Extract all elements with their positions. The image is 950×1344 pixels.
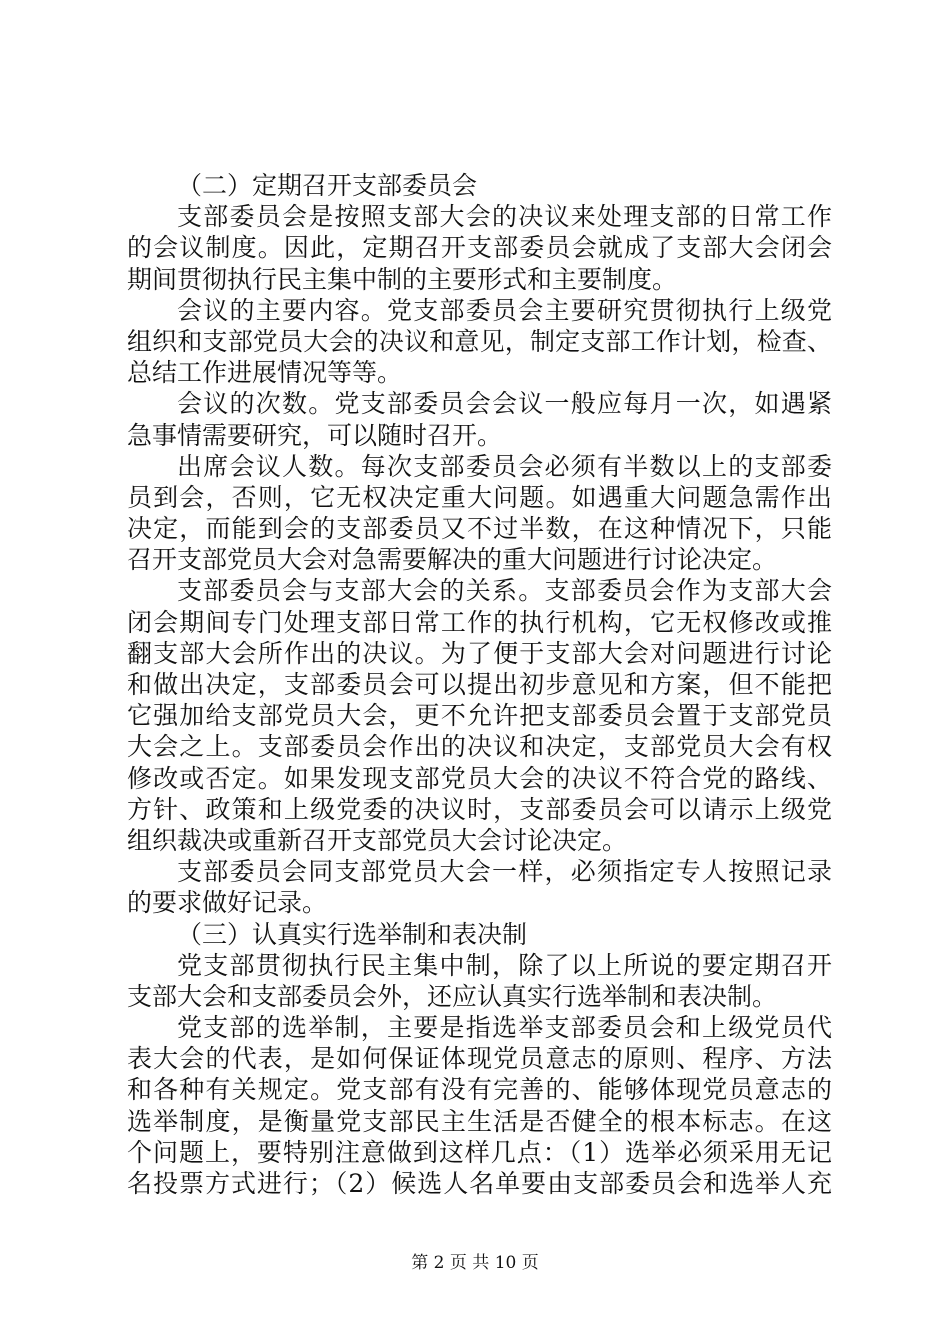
text-line: 方针、政策和上级党委的决议时，支部委员会可以请示上级党 xyxy=(127,794,832,824)
text-line: 党支部贯彻执行民主集中制，除了以上所说的要定期召开 xyxy=(177,950,832,980)
text-line: 组织和支部党员大会的决议和意见，制定支部工作计划，检查、 xyxy=(127,326,832,356)
text-line: 表大会的代表，是如何保证体现党员意志的原则、程序、方法 xyxy=(127,1044,832,1074)
text-line: 翻支部大会所作出的决议。为了便于支部大会对问题进行讨论 xyxy=(127,638,832,668)
text-line: 会议的主要内容。党支部委员会主要研究贯彻执行上级党 xyxy=(177,295,832,325)
text-line: 修改或否定。如果发现支部党员大会的决议不符合党的路线、 xyxy=(127,763,832,793)
text-line: 的要求做好记录。 xyxy=(127,888,328,918)
text-line: 支部委员会是按照支部大会的决议来处理支部的日常工作 xyxy=(177,202,832,232)
text-line: 组织裁决或重新召开支部党员大会讨论决定。 xyxy=(127,825,628,855)
text-line: 会议的次数。党支部委员会会议一般应每月一次，如遇紧 xyxy=(177,389,832,419)
text-line: 党支部的选举制，主要是指选举支部委员会和上级党员代 xyxy=(177,1013,832,1043)
text-line: 和做出决定，支部委员会可以提出初步意见和方案，但不能把 xyxy=(127,670,832,699)
text-line: 闭会期间专门处理支部日常工作的执行机构，它无权修改或推 xyxy=(127,607,832,637)
text-line: 名投票方式进行；（2）候选人名单要由支部委员会和选举人充 xyxy=(127,1169,832,1198)
text-line: 支部大会和支部委员会外，还应认真实行选举制和表决制。 xyxy=(127,981,778,1011)
text-line: 和各种有关规定。党支部有没有完善的、能够体现党员意志的 xyxy=(127,1075,832,1105)
text-line: 出席会议人数。每次支部委员会必须有半数以上的支部委 xyxy=(177,451,832,481)
text-line: （二）定期召开支部委员会 xyxy=(177,171,478,200)
text-line: 的会议制度。因此，定期召开支部委员会就成了支部大会闭会 xyxy=(127,233,832,263)
text-line: 急事情需要研究，可以随时召开。 xyxy=(127,420,503,450)
text-line: （三）认真实行选举制和表决制 xyxy=(177,919,528,949)
text-line: 选举制度，是衡量党支部民主生活是否健全的根本标志。在这 xyxy=(127,1106,832,1136)
text-line: 员到会，否则，它无权决定重大问题。如遇重大问题急需作出 xyxy=(127,482,832,512)
text-line: 支部委员会与支部大会的关系。支部委员会作为支部大会 xyxy=(177,576,832,606)
text-line: 总结工作进展情况等等。 xyxy=(127,358,403,388)
text-line: 决定，而能到会的支部委员又不过半数，在这种情况下，只能 xyxy=(127,514,832,544)
page-footer xyxy=(0,1252,950,1274)
text-line: 期间贯彻执行民主集中制的主要形式和主要制度。 xyxy=(127,264,678,294)
page-number-label: 第 2 页 共 10 页 xyxy=(411,1253,539,1273)
text-line: 个问题上，要特别注意做到这样几点：（1）选举必须采用无记 xyxy=(127,1137,832,1167)
text-line: 它强加给支部党员大会，更不允许把支部委员会置于支部党员 xyxy=(127,701,832,731)
text-line: 支部委员会同支部党员大会一样，必须指定专人按照记录 xyxy=(177,857,832,887)
document-body xyxy=(127,170,832,1199)
text-line: 大会之上。支部委员会作出的决议和决定，支部党员大会有权 xyxy=(127,732,832,762)
text-line: 召开支部党员大会对急需要解决的重大问题进行讨论决定。 xyxy=(127,545,778,575)
